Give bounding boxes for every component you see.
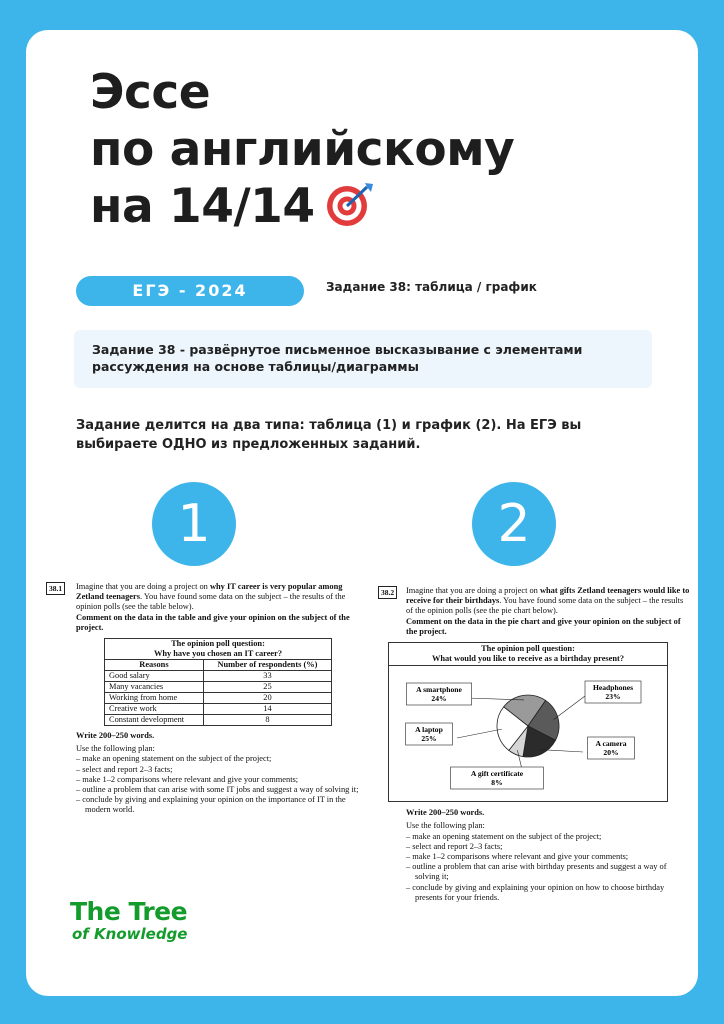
task-type-note: Задание 38: таблица / график	[326, 280, 537, 294]
poll-caption-2: Why have you chosen an IT career?	[153, 649, 283, 659]
plan-item: – outline a problem that can arise with some IT jobs and suggest a way of solving it;	[76, 785, 362, 795]
task-1-prompt-a: Imagine that you are doing a project on	[76, 582, 208, 591]
title-line-1: Эссе	[90, 65, 211, 120]
task-2-number: 38.2	[378, 586, 397, 599]
pie-label: Headphones	[592, 683, 634, 693]
task-1-comment-text: Comment on the data in the table and give your opinion on the subject of the project.	[76, 612, 350, 632]
pie-label: A gift certificate	[470, 769, 524, 779]
row-reason: Working from home	[105, 693, 204, 704]
pie-caption-1: The opinion poll question:	[481, 644, 575, 654]
row-reason: Good salary	[105, 671, 204, 682]
plan-item: – select and report 2–3 facts;	[406, 842, 690, 852]
plan-item: – make an opening statement on the subject of the project;	[406, 832, 690, 842]
task-2-prompt	[406, 586, 690, 617]
table-row	[105, 715, 332, 726]
plan-item: – conclude by giving and explaining your opinion on how to choose birthday presents for your friends.	[406, 883, 690, 903]
logo-line-1: The Tree	[70, 897, 188, 926]
row-reason: Constant development	[105, 715, 204, 726]
plan-item: – make 1–2 comparisons where relevant and give your comments;	[406, 852, 690, 862]
task-2-comment	[406, 617, 690, 637]
plan-item: – select and report 2–3 facts;	[76, 765, 362, 775]
option-1-circle: 1	[152, 482, 236, 566]
pie-chart	[389, 666, 667, 798]
pie-chart-caption	[389, 643, 667, 666]
plan-item: – make 1–2 comparisons where relevant and give your comments;	[76, 775, 362, 785]
target-icon	[325, 180, 375, 228]
row-value: 20	[203, 693, 331, 704]
table-row	[105, 693, 332, 704]
page-card	[26, 30, 698, 996]
task-1-number: 38.1	[46, 582, 65, 595]
pie-leader-line	[554, 696, 585, 720]
pie-chart-box	[388, 642, 668, 802]
pie-value-label: 8%	[491, 778, 503, 788]
row-value: 33	[203, 671, 331, 682]
pie-label: A laptop	[415, 725, 443, 735]
task-2-prompt-topic: what gifts Zetland teenagers would like to receive for their birthdays	[406, 586, 690, 606]
pie-value-label: 24%	[431, 694, 447, 704]
task-2-prompt-c: . You have found some data on the subject – the results of the opinion polls (see the pie chart below).	[406, 596, 684, 616]
task-1-plan-title: Use the following plan:	[76, 744, 155, 754]
row-reason: Creative work	[105, 704, 204, 715]
row-reason: Many vacancies	[105, 682, 204, 693]
title-line-3	[90, 178, 514, 235]
pie-leader-line	[457, 729, 502, 738]
pie-value-label: 25%	[421, 734, 437, 744]
poll-caption-1: The opinion poll question:	[171, 639, 265, 649]
task-1-prompt	[76, 582, 362, 613]
task-2-plan	[406, 832, 690, 903]
info-box	[74, 330, 652, 388]
title-line-2: по английскому	[90, 122, 515, 177]
row-value: 25	[203, 682, 331, 693]
task-1-prompt-topic: why IT career is very popular among Zetland teenagers	[76, 582, 343, 602]
pie-value-label: 20%	[603, 748, 619, 758]
pie-label: A camera	[595, 739, 627, 749]
title-line-3-text: на 14/14	[90, 179, 315, 234]
task-38-1	[46, 582, 362, 816]
tree-of-knowledge-logo	[70, 898, 187, 943]
task-1-prompt-c: . You have found some data on the subject – the results of the opinion polls (see the table below).	[76, 592, 346, 612]
task-38-2	[378, 586, 690, 903]
row-value: 14	[203, 704, 331, 715]
task-2-words	[406, 808, 690, 818]
task-2-plan-title: Use the following plan:	[406, 821, 485, 831]
task-2-comment-text: Comment on the data in the pie chart and give your opinion on the subject of the project.	[406, 616, 681, 636]
poll-header-reasons: Reasons	[105, 660, 204, 671]
exam-badge: ЕГЭ - 2024	[76, 276, 304, 306]
row-value: 8	[203, 715, 331, 726]
task-2-words-text: Write 200–250 words.	[406, 808, 485, 818]
table-row	[105, 704, 332, 715]
plan-item: – outline a problem that can arise with birthday presents and suggest a way of solving it;	[406, 862, 690, 882]
task-1-words-text: Write 200–250 words.	[76, 731, 155, 741]
plan-item: – conclude by giving and explaining your opinion on the importance of IT in the modern world.	[76, 795, 362, 815]
pie-value-label: 23%	[605, 692, 621, 702]
logo-line-2: of Knowledge	[72, 925, 188, 943]
task-1-plan	[76, 754, 362, 815]
option-2-circle: 2	[472, 482, 556, 566]
task-1-comment	[76, 613, 362, 633]
task-1-words	[76, 731, 362, 741]
pie-label: A smartphone	[416, 685, 462, 695]
info-text: Задание 38 - развёрнутое письменное высказывание с элементами рассуждения на основе таблицы/диаграммы	[92, 342, 583, 374]
page-title	[90, 64, 514, 235]
poll-table	[104, 638, 332, 726]
task-2-prompt-a: Imagine that you are doing a project on	[406, 586, 538, 595]
poll-table-caption	[105, 639, 332, 660]
intro-text: Задание делится на два типа: таблица (1) и график (2). На ЕГЭ вы выбираете ОДНО из предложенных заданий.	[76, 418, 582, 452]
poll-header-respondents: Number of respondents (%)	[203, 660, 331, 671]
pie-caption-2: What would you like to receive as a birthday present?	[431, 654, 625, 664]
table-row	[105, 671, 332, 682]
table-row	[105, 682, 332, 693]
plan-item: – make an opening statement on the subject of the project;	[76, 754, 362, 764]
